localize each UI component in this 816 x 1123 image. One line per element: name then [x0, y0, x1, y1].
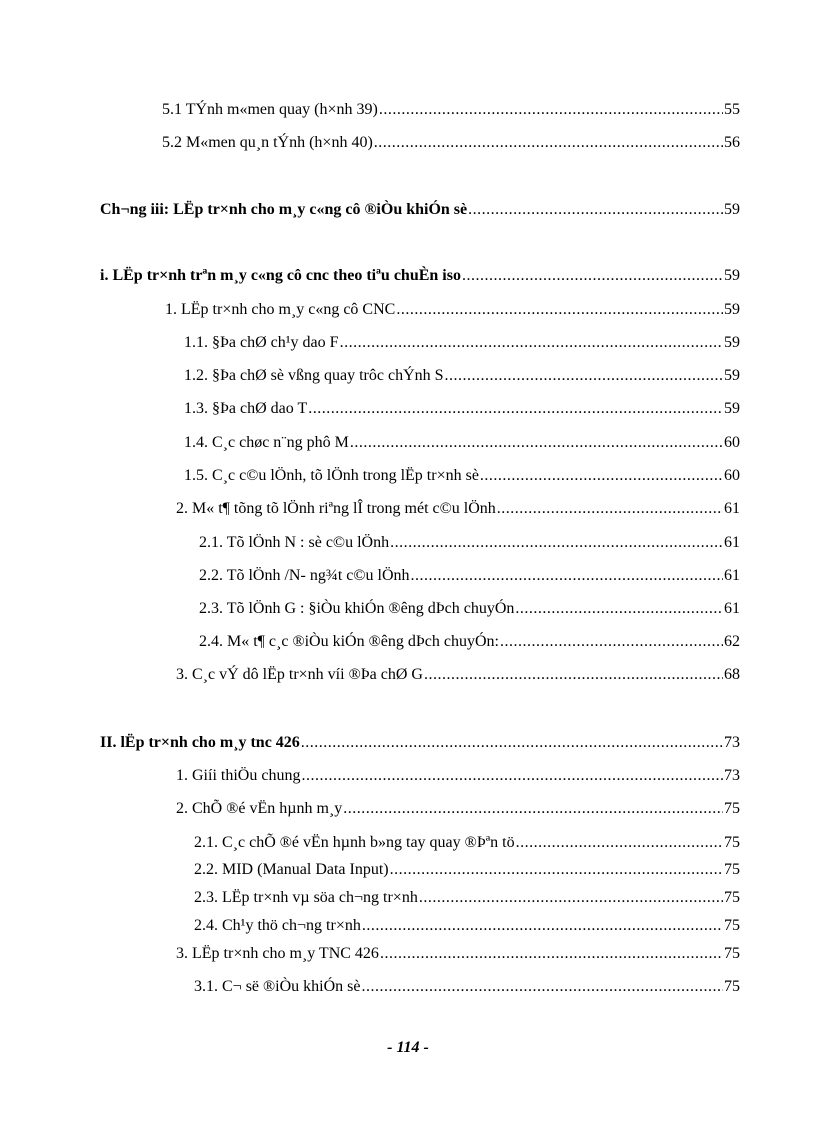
toc-entry-page: 59	[724, 400, 740, 417]
toc-entry-text: 1.5. C¸c c©u lÖnh, tõ lÖnh trong lËp tr×nh sè	[184, 467, 479, 484]
toc-entry-text: 1. Giíi thiÖu chung	[176, 767, 301, 784]
toc-entry-3	[176, 665, 740, 685]
dot-leader	[350, 433, 723, 453]
toc-entry-text: 5.1 TÝnh m«men quay (h×nh 39)	[162, 101, 378, 118]
toc-entry-page: 56	[724, 134, 740, 151]
toc-entry-page: 68	[724, 666, 740, 683]
toc-entry-text: 3. LËp tr×nh cho m¸y TNC 426	[176, 945, 379, 962]
toc-entry-page: 59	[724, 301, 740, 318]
toc-entry-1	[165, 300, 740, 320]
toc-entry-1-3	[184, 399, 740, 419]
toc-entry-page: 73	[724, 767, 740, 784]
toc-entry-page: 61	[724, 534, 740, 551]
toc-entry-5-1	[162, 100, 740, 120]
dot-leader	[497, 499, 723, 519]
toc-entry-page: 60	[724, 467, 740, 484]
toc-entry-text: 1.4. C¸c chøc n¨ng phô M	[184, 434, 349, 451]
toc-entry-text: 1.2. §Þa chØ sè vßng quay trôc chÝnh S	[184, 367, 444, 384]
toc-entry-page: 75	[724, 978, 740, 995]
toc-entry-text: 2.1. C¸c chÕ ®é vËn hµnh b»ng tay quay ®Þªn tö	[194, 834, 515, 851]
toc-entry-1-1	[184, 333, 740, 353]
dot-leader	[462, 266, 723, 286]
dot-leader	[380, 944, 723, 964]
toc-entry-page: 55	[724, 101, 740, 118]
toc-entry-page: 75	[724, 945, 740, 962]
toc-entry-ii-3	[176, 944, 740, 964]
dot-leader	[390, 533, 723, 553]
toc-entry-ii-2-4	[194, 916, 740, 936]
toc-entry-5-2	[162, 133, 740, 153]
dot-leader	[343, 799, 723, 819]
dot-leader	[374, 133, 723, 153]
dot-leader	[480, 466, 723, 486]
toc-entry-text: i. LËp tr×nh trªn m¸y c«ng cô cnc theo tiªu chuÈn iso	[100, 267, 461, 284]
dot-leader	[390, 860, 723, 880]
toc-entry-2-1	[199, 533, 740, 553]
toc-entry-1-2	[184, 366, 740, 386]
toc-entry-page: 61	[724, 600, 740, 617]
toc-entry-page: 60	[724, 434, 740, 451]
toc-chapter-3	[100, 200, 740, 220]
toc-entry-text: II. lËp tr×nh cho m¸y tnc 426	[100, 734, 300, 751]
toc-entry-page: 75	[724, 800, 740, 817]
toc-entry-2-4	[199, 632, 740, 652]
toc-section-i	[100, 266, 740, 286]
dot-leader	[362, 977, 723, 997]
toc-entry-1-4	[184, 433, 740, 453]
dot-leader	[419, 888, 723, 908]
toc-entry-page: 59	[724, 201, 740, 218]
dot-leader	[411, 566, 723, 586]
toc-entry-text: 2.1. Tõ lÖnh N : sè c©u lÖnh	[199, 534, 390, 551]
toc-entry-ii-2	[176, 799, 740, 819]
toc-entry-ii-2-2	[194, 860, 740, 880]
toc-entry-page: 59	[724, 267, 740, 284]
toc-entry-2-2	[199, 566, 740, 586]
toc-entry-ii-2-1	[194, 833, 740, 853]
dot-leader	[396, 300, 723, 320]
toc-entry-text: 2.3. LËp tr×nh vµ söa ch¬ng tr×nh	[194, 889, 418, 906]
toc-entry-text: 2.2. MID (Manual Data Input)	[194, 861, 389, 878]
toc-entry-text: 2.3. Tõ lÖnh G : §iÒu khiÓn ®êng dÞch chuyÓn	[199, 600, 515, 617]
toc-entry-text: 2.4. M« t¶ c¸c ®iÒu kiÓn ®êng dÞch chuyÓn:	[199, 633, 499, 650]
toc-entry-ii-2-3	[194, 888, 740, 908]
dot-leader	[308, 399, 723, 419]
dot-leader	[340, 333, 723, 353]
toc-entry-page: 61	[724, 500, 740, 517]
toc-entry-text: 2. ChÕ ®é vËn hµnh m¸y	[176, 800, 343, 817]
toc-entry-text: 1.3. §Þa chØ dao T	[184, 400, 308, 417]
toc-entry-page: 62	[724, 633, 740, 650]
toc-section-ii	[100, 733, 740, 753]
dot-leader	[362, 916, 723, 936]
dot-leader	[301, 766, 723, 786]
toc-entry-ii-1	[176, 766, 740, 786]
dot-leader	[424, 665, 723, 685]
toc-entry-text: 2.4. Ch¹y thö ch¬ng tr×nh	[194, 917, 361, 934]
dot-leader	[301, 733, 723, 753]
dot-leader	[379, 100, 723, 120]
toc-entry-page: 59	[724, 334, 740, 351]
toc-entry-text: Ch¬ng iii: LËp tr×nh cho m¸y c«ng cô ®iÒu khiÓn sè	[100, 201, 468, 218]
dot-leader	[515, 599, 723, 619]
toc-entry-text: 2. M« t¶ tõng tõ lÖnh riªng lÎ trong mét c©u lÖnh	[176, 500, 496, 517]
toc-entry-text: 3. C¸c vÝ dô lËp tr×nh víi ®Þa chØ G	[176, 666, 423, 683]
dot-leader	[516, 833, 723, 853]
toc-entry-ii-3-1	[194, 977, 740, 997]
toc-entry-text: 2.2. Tõ lÖnh /N- ng¾t c©u lÖnh	[199, 567, 410, 584]
toc-entry-page: 75	[724, 834, 740, 851]
toc-entry-page: 73	[724, 734, 740, 751]
toc-entry-page: 75	[724, 917, 740, 934]
toc-entry-2-3	[199, 599, 740, 619]
toc-entry-1-5	[184, 466, 740, 486]
toc-entry-2	[176, 499, 740, 519]
toc-entry-page: 59	[724, 367, 740, 384]
dot-leader	[468, 200, 723, 220]
toc-entry-page: 75	[724, 861, 740, 878]
dot-leader	[445, 366, 723, 386]
toc-entry-text: 1. LËp tr×nh cho m¸y c«ng cô CNC	[165, 301, 396, 318]
page-number: - 114 -	[387, 1039, 429, 1056]
toc-entry-page: 61	[724, 567, 740, 584]
dot-leader	[500, 632, 723, 652]
toc-entry-text: 1.1. §Þa chØ ch¹y dao F	[184, 334, 339, 351]
toc-entry-text: 3.1. C¬ së ®iÒu khiÓn sè	[194, 978, 361, 995]
toc-entry-text: 5.2 M«men qu¸n tÝnh (h×nh 40)	[162, 134, 373, 151]
toc-entry-page: 75	[724, 889, 740, 906]
